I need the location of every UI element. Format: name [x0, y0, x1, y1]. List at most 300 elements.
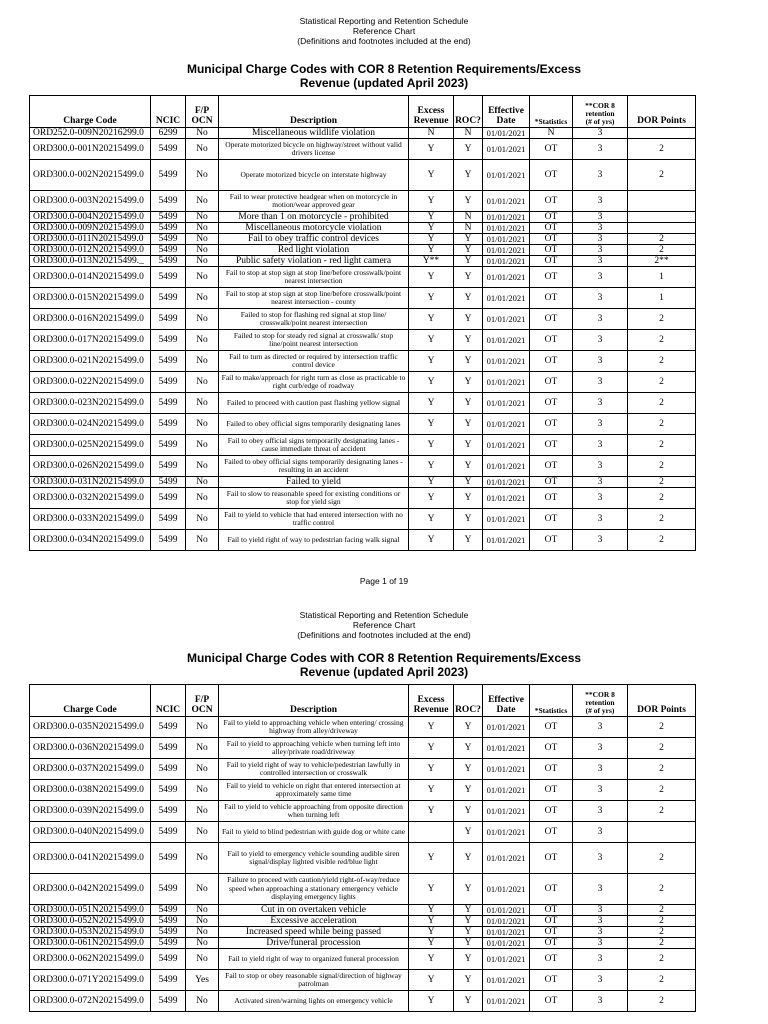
table-row	[30, 991, 696, 1012]
table-row	[30, 477, 696, 488]
cell-excess: Y	[409, 393, 454, 414]
table-body	[30, 717, 696, 1012]
cell-code: ORD300.0-014N20215499.0	[30, 267, 151, 288]
cell-cor: 3	[573, 905, 628, 916]
cell-code: ORD300.0-042N20215499.0	[30, 874, 151, 905]
cell-excess: Y	[409, 530, 454, 551]
cell-code: ORD300.0-033N20215499.0	[30, 509, 151, 530]
cell-desc: Fail to slow to reasonable speed for existing conditions or stop for yield sign	[219, 488, 409, 509]
cell-code: ORD300.0-023N20215499.0	[30, 393, 151, 414]
title-line-2: Revenue (updated April 2023)	[299, 76, 469, 90]
cell-fp: No	[186, 160, 219, 191]
cell-fp: No	[186, 477, 219, 488]
cell-ncic: 5499	[151, 414, 186, 435]
cell-dor: 2	[628, 970, 696, 991]
table-row	[30, 938, 696, 949]
cell-dor: 2	[628, 160, 696, 191]
cell-fp: No	[186, 509, 219, 530]
cell-ncic: 5499	[151, 223, 186, 234]
cell-fp: No	[186, 801, 219, 822]
cell-code: ORD300.0-021N20215499.0	[30, 351, 151, 372]
cell-ncic: 5499	[151, 916, 186, 927]
cell-roc: Y	[454, 372, 483, 393]
table-row	[30, 256, 696, 267]
cell-stats: OT	[530, 435, 573, 456]
cell-desc: More than 1 on motorcycle - prohibited	[219, 212, 409, 223]
cell-fp: No	[186, 330, 219, 351]
cell-roc: Y	[454, 759, 483, 780]
cell-stats: OT	[530, 509, 573, 530]
table-row	[30, 822, 696, 843]
table-row	[30, 509, 696, 530]
cell-desc: Failed to obey official signs temporarily designating lanes	[219, 414, 409, 435]
cell-desc: Fail to obey official signs temporarily designating lanes - cause immediate threat of accident	[219, 435, 409, 456]
cell-code: ORD300.0-016N20215499.0	[30, 309, 151, 330]
cell-excess: Y	[409, 874, 454, 905]
cell-desc: Operate motorized bicycle on highway/street without valid drivers license	[219, 139, 409, 160]
cell-ncic: 5499	[151, 139, 186, 160]
col-roc: ROC?	[454, 96, 483, 128]
cell-date: 01/01/2021	[483, 393, 530, 414]
cell-date: 01/01/2021	[483, 738, 530, 759]
table-row	[30, 905, 696, 916]
cell-dor: 2	[628, 372, 696, 393]
title-line-1: Municipal Charge Codes with COR 8 Retention Requirements/Excess	[186, 651, 582, 665]
cell-dor: 2	[628, 330, 696, 351]
cell-stats: OT	[530, 938, 573, 949]
cell-code: ORD300.0-009N20215499.0	[30, 223, 151, 234]
header-line-3: (Definitions and footnotes included at the end)	[297, 36, 471, 46]
cell-cor: 3	[573, 738, 628, 759]
cell-excess: Y	[409, 372, 454, 393]
col-description: Description	[219, 96, 409, 128]
table-row	[30, 309, 696, 330]
cell-cor: 3	[573, 245, 628, 256]
cell-ncic: 5499	[151, 212, 186, 223]
cell-cor: 3	[573, 393, 628, 414]
cell-code: ORD300.0-017N20215499.0	[30, 330, 151, 351]
cell-ncic: 5499	[151, 351, 186, 372]
cell-code: ORD300.0-013N20215499._	[30, 256, 151, 267]
header-line-2: Reference Chart	[352, 620, 416, 630]
cell-ncic: 5499	[151, 160, 186, 191]
cell-date: 01/01/2021	[483, 927, 530, 938]
cell-code: ORD300.0-003N20215499.0	[30, 191, 151, 212]
cell-fp: No	[186, 843, 219, 874]
cell-stats: OT	[530, 530, 573, 551]
cell-dor: 2	[628, 949, 696, 970]
cell-desc: Fail to stop at stop sign at stop line/before crosswalk/point nearest intersection	[219, 267, 409, 288]
cell-date: 01/01/2021	[483, 245, 530, 256]
cell-roc: Y	[454, 801, 483, 822]
cell-excess: Y	[409, 477, 454, 488]
cell-cor: 3	[573, 477, 628, 488]
cell-desc: Fail to make/approach for right turn as close as practicable to right curb/edge of roadway	[219, 372, 409, 393]
cell-roc: Y	[454, 949, 483, 970]
col-excess-revenue: Excess Revenue	[409, 96, 454, 128]
cell-dor	[628, 212, 696, 223]
cell-stats: OT	[530, 991, 573, 1012]
table-row	[30, 245, 696, 256]
cell-desc: Failed to obey official signs temporarily designating lanes - resulting in an accident	[219, 456, 409, 477]
cell-dor: 2	[628, 843, 696, 874]
cell-date: 01/01/2021	[483, 435, 530, 456]
cell-ncic: 5499	[151, 393, 186, 414]
cell-dor: 2	[628, 435, 696, 456]
cell-ncic: 5499	[151, 874, 186, 905]
cell-stats: OT	[530, 456, 573, 477]
title-line-2: Revenue (updated April 2023)	[299, 665, 469, 679]
table-row	[30, 191, 696, 212]
cell-stats: OT	[530, 245, 573, 256]
cell-dor: 2	[628, 393, 696, 414]
cell-date: 01/01/2021	[483, 843, 530, 874]
cell-roc: Y	[454, 435, 483, 456]
cell-excess: Y	[409, 234, 454, 245]
cell-desc: Miscellaneous motorcycle violation	[219, 223, 409, 234]
cell-dor: 1	[628, 288, 696, 309]
cell-desc: Fail to stop or obey reasonable signal/direction of highway patrolman	[219, 970, 409, 991]
cell-desc: Fail to yield to vehicle that had entered intersection with no traffic control	[219, 509, 409, 530]
cell-ncic: 5499	[151, 530, 186, 551]
cell-excess: Y	[409, 435, 454, 456]
table-row	[30, 801, 696, 822]
cell-excess: Y	[409, 309, 454, 330]
cell-excess: Y	[409, 843, 454, 874]
cell-cor: 3	[573, 267, 628, 288]
cell-fp: No	[186, 267, 219, 288]
col-effective-date: Effective Date	[483, 685, 530, 717]
cell-stats: OT	[530, 139, 573, 160]
cell-excess	[409, 822, 454, 843]
cell-date: 01/01/2021	[483, 139, 530, 160]
cell-excess: Y	[409, 916, 454, 927]
cell-date: 01/01/2021	[483, 822, 530, 843]
cell-cor: 3	[573, 991, 628, 1012]
cell-fp: No	[186, 245, 219, 256]
table-row	[30, 738, 696, 759]
cell-ncic: 5499	[151, 477, 186, 488]
cell-dor: 2	[628, 717, 696, 738]
cell-code: ORD300.0-031N20215499.0	[30, 477, 151, 488]
cell-cor: 3	[573, 530, 628, 551]
cell-roc: Y	[454, 267, 483, 288]
cell-stats: OT	[530, 234, 573, 245]
cell-fp: No	[186, 822, 219, 843]
cell-cor: 3	[573, 488, 628, 509]
cell-dor: 2	[628, 780, 696, 801]
cell-fp: No	[186, 456, 219, 477]
cell-cor: 3	[573, 435, 628, 456]
cell-roc: Y	[454, 509, 483, 530]
cell-stats: OT	[530, 309, 573, 330]
cell-code: ORD300.0-024N20215499.0	[30, 414, 151, 435]
cell-cor: 3	[573, 234, 628, 245]
cell-cor: 3	[573, 927, 628, 938]
table-header	[30, 96, 696, 128]
cell-roc: Y	[454, 843, 483, 874]
cell-cor: 3	[573, 256, 628, 267]
col-excess-revenue: Excess Revenue	[409, 685, 454, 717]
table-body	[30, 128, 696, 551]
report-header	[0, 16, 768, 46]
cell-code: ORD300.0-002N20215499.0	[30, 160, 151, 191]
cell-desc: Activated siren/warning lights on emergency vehicle	[219, 991, 409, 1012]
cell-roc: Y	[454, 530, 483, 551]
cell-dor: 2**	[628, 256, 696, 267]
cell-desc: Fail to stop at stop sign at stop line/before crosswalk/point nearest intersection - county	[219, 288, 409, 309]
cell-date: 01/01/2021	[483, 191, 530, 212]
cell-ncic: 5499	[151, 267, 186, 288]
cell-fp: Yes	[186, 970, 219, 991]
table-row	[30, 372, 696, 393]
cell-cor: 3	[573, 822, 628, 843]
cell-roc: Y	[454, 245, 483, 256]
cell-desc: Public safety violation - red light camera	[219, 256, 409, 267]
cell-fp: No	[186, 234, 219, 245]
table-row	[30, 949, 696, 970]
col-cor8-retention: **COR 8 retention (# of yrs)	[573, 96, 628, 128]
cell-ncic: 5499	[151, 927, 186, 938]
charge-code-table	[29, 684, 696, 1012]
col-fp-ocn: F/P OCN	[186, 96, 219, 128]
cell-desc: Drive/funeral procession	[219, 938, 409, 949]
cell-ncic: 5499	[151, 949, 186, 970]
cell-roc: Y	[454, 717, 483, 738]
cell-cor: 3	[573, 212, 628, 223]
cell-cor: 3	[573, 128, 628, 139]
cell-desc: Fail to yield right of way to vehicle/pedestrian lawfully in controlled intersection or crosswalk	[219, 759, 409, 780]
cell-ncic: 5499	[151, 970, 186, 991]
cell-code: ORD300.0-072N20215499.0	[30, 991, 151, 1012]
cell-cor: 3	[573, 509, 628, 530]
cell-fp: No	[186, 372, 219, 393]
cell-stats: OT	[530, 927, 573, 938]
cell-cor: 3	[573, 309, 628, 330]
col-dor-points: DOR Points	[628, 685, 696, 717]
cell-code: ORD300.0-052N20215499.0	[30, 916, 151, 927]
table-row	[30, 759, 696, 780]
cell-stats: OT	[530, 801, 573, 822]
cell-date: 01/01/2021	[483, 717, 530, 738]
cell-roc: Y	[454, 488, 483, 509]
col-charge-code: Charge Code	[30, 96, 151, 128]
cell-excess: Y	[409, 488, 454, 509]
cell-roc: Y	[454, 456, 483, 477]
cell-dor	[628, 191, 696, 212]
col-description: Description	[219, 685, 409, 717]
cell-code: ORD300.0-026N20215499.0	[30, 456, 151, 477]
cell-excess: N	[409, 128, 454, 139]
cell-cor: 3	[573, 938, 628, 949]
cell-fp: No	[186, 393, 219, 414]
cell-cor: 3	[573, 916, 628, 927]
cell-dor: 2	[628, 530, 696, 551]
cell-excess: Y	[409, 191, 454, 212]
cell-ncic: 5499	[151, 488, 186, 509]
header-line-1: Statistical Reporting and Retention Schedule	[299, 610, 469, 620]
cell-ncic: 5499	[151, 456, 186, 477]
cell-desc: Fail to wear protective headgear when on motorcycle in motion/wear approved gear	[219, 191, 409, 212]
cell-desc: Increased speed while being passed	[219, 927, 409, 938]
cell-code: ORD300.0-015N20215499.0	[30, 288, 151, 309]
cell-dor: 2	[628, 991, 696, 1012]
cell-ncic: 5499	[151, 309, 186, 330]
cell-code: ORD300.0-004N20215499.0	[30, 212, 151, 223]
cell-cor: 3	[573, 160, 628, 191]
cell-stats: N	[530, 128, 573, 139]
cell-dor: 2	[628, 916, 696, 927]
cell-fp: No	[186, 738, 219, 759]
col-statistics: *Statistics	[530, 685, 573, 717]
cell-stats: OT	[530, 738, 573, 759]
cell-excess: Y	[409, 139, 454, 160]
cell-dor: 2	[628, 905, 696, 916]
cell-desc: Operate motorized bicycle on interstate highway	[219, 160, 409, 191]
col-roc: ROC?	[454, 685, 483, 717]
cell-excess: Y	[409, 949, 454, 970]
header-line-2: Reference Chart	[352, 26, 416, 36]
cell-cor: 3	[573, 288, 628, 309]
cell-fp: No	[186, 223, 219, 234]
cell-desc: Fail to obey traffic control devices	[219, 234, 409, 245]
col-fp-ocn: F/P OCN	[186, 685, 219, 717]
cell-fp: No	[186, 938, 219, 949]
cell-fp: No	[186, 780, 219, 801]
cell-date: 01/01/2021	[483, 223, 530, 234]
cell-code: ORD300.0-071Y20215499.0	[30, 970, 151, 991]
cell-fp: No	[186, 916, 219, 927]
cell-desc: Failed to yield	[219, 477, 409, 488]
cell-ncic: 5499	[151, 822, 186, 843]
cell-cor: 3	[573, 843, 628, 874]
cell-date: 01/01/2021	[483, 949, 530, 970]
cell-roc: Y	[454, 991, 483, 1012]
cell-stats: OT	[530, 717, 573, 738]
cell-desc: Fail to yield to emergency vehicle sounding audible siren signal/display lighted visible red/blue light	[219, 843, 409, 874]
cell-roc: Y	[454, 160, 483, 191]
cell-roc: Y	[454, 780, 483, 801]
cell-excess: Y	[409, 509, 454, 530]
cell-date: 01/01/2021	[483, 780, 530, 801]
cell-excess: Y	[409, 991, 454, 1012]
cell-fp: No	[186, 309, 219, 330]
cell-fp: No	[186, 759, 219, 780]
cell-desc: Red light violation	[219, 245, 409, 256]
cell-excess: Y	[409, 927, 454, 938]
cell-excess: Y	[409, 456, 454, 477]
cell-excess: Y	[409, 267, 454, 288]
cell-dor: 2	[628, 927, 696, 938]
col-charge-code: Charge Code	[30, 685, 151, 717]
cell-code: ORD300.0-025N20215499.0	[30, 435, 151, 456]
cell-stats: OT	[530, 212, 573, 223]
cell-stats: OT	[530, 223, 573, 234]
cell-ncic: 5499	[151, 245, 186, 256]
cell-fp: No	[186, 717, 219, 738]
cell-code: ORD300.0-053N20215499.0	[30, 927, 151, 938]
cell-stats: OT	[530, 905, 573, 916]
cell-ncic: 5499	[151, 330, 186, 351]
table-row	[30, 288, 696, 309]
header-line-1: Statistical Reporting and Retention Schedule	[299, 16, 469, 26]
cell-ncic: 5499	[151, 717, 186, 738]
cell-fp: No	[186, 435, 219, 456]
cell-code: ORD300.0-037N20215499.0	[30, 759, 151, 780]
cell-roc: Y	[454, 288, 483, 309]
table-row	[30, 970, 696, 991]
cell-date: 01/01/2021	[483, 309, 530, 330]
cell-excess: Y	[409, 245, 454, 256]
cell-dor	[628, 822, 696, 843]
cell-dor: 2	[628, 801, 696, 822]
cell-cor: 3	[573, 717, 628, 738]
cell-cor: 3	[573, 949, 628, 970]
cell-cor: 3	[573, 970, 628, 991]
cell-date: 01/01/2021	[483, 801, 530, 822]
cell-ncic: 5499	[151, 759, 186, 780]
cell-roc: Y	[454, 938, 483, 949]
cell-stats: OT	[530, 780, 573, 801]
cell-excess: Y	[409, 717, 454, 738]
cell-date: 01/01/2021	[483, 759, 530, 780]
table-header	[30, 685, 696, 717]
table-row	[30, 435, 696, 456]
cell-roc: N	[454, 128, 483, 139]
cell-excess: Y	[409, 351, 454, 372]
cell-fp: No	[186, 949, 219, 970]
cell-excess: Y	[409, 970, 454, 991]
cell-date: 01/01/2021	[483, 477, 530, 488]
cell-dor: 2	[628, 938, 696, 949]
table-row	[30, 128, 696, 139]
table-row	[30, 139, 696, 160]
cell-stats: OT	[530, 191, 573, 212]
cell-stats: OT	[530, 822, 573, 843]
cell-desc: Failure to proceed with caution/yield right-of-way/reduce speed when approaching a stationary emergency vehicle displaying emergency lights	[219, 874, 409, 905]
cell-dor: 2	[628, 245, 696, 256]
cell-fp: No	[186, 488, 219, 509]
cell-ncic: 5499	[151, 234, 186, 245]
cell-stats: OT	[530, 288, 573, 309]
cell-roc: Y	[454, 477, 483, 488]
cell-cor: 3	[573, 780, 628, 801]
cell-stats: OT	[530, 372, 573, 393]
cell-stats: OT	[530, 916, 573, 927]
cell-ncic: 5499	[151, 372, 186, 393]
cell-desc: Excessive acceleration	[219, 916, 409, 927]
cell-fp: No	[186, 212, 219, 223]
cell-code: ORD300.0-012N20215499.0	[30, 245, 151, 256]
cell-fp: No	[186, 351, 219, 372]
table-row	[30, 223, 696, 234]
table-row	[30, 212, 696, 223]
cell-code: ORD300.0-061N20215499.0	[30, 938, 151, 949]
cell-dor: 2	[628, 234, 696, 245]
cell-code: ORD300.0-040N20215499.0	[30, 822, 151, 843]
cell-ncic: 5499	[151, 288, 186, 309]
table-row	[30, 160, 696, 191]
cell-fp: No	[186, 927, 219, 938]
cell-date: 01/01/2021	[483, 267, 530, 288]
cell-roc: N	[454, 212, 483, 223]
table-row	[30, 488, 696, 509]
cell-date: 01/01/2021	[483, 970, 530, 991]
cell-ncic: 5499	[151, 256, 186, 267]
cell-code: ORD300.0-062N20215499.0	[30, 949, 151, 970]
cell-date: 01/01/2021	[483, 938, 530, 949]
cell-fp: No	[186, 414, 219, 435]
